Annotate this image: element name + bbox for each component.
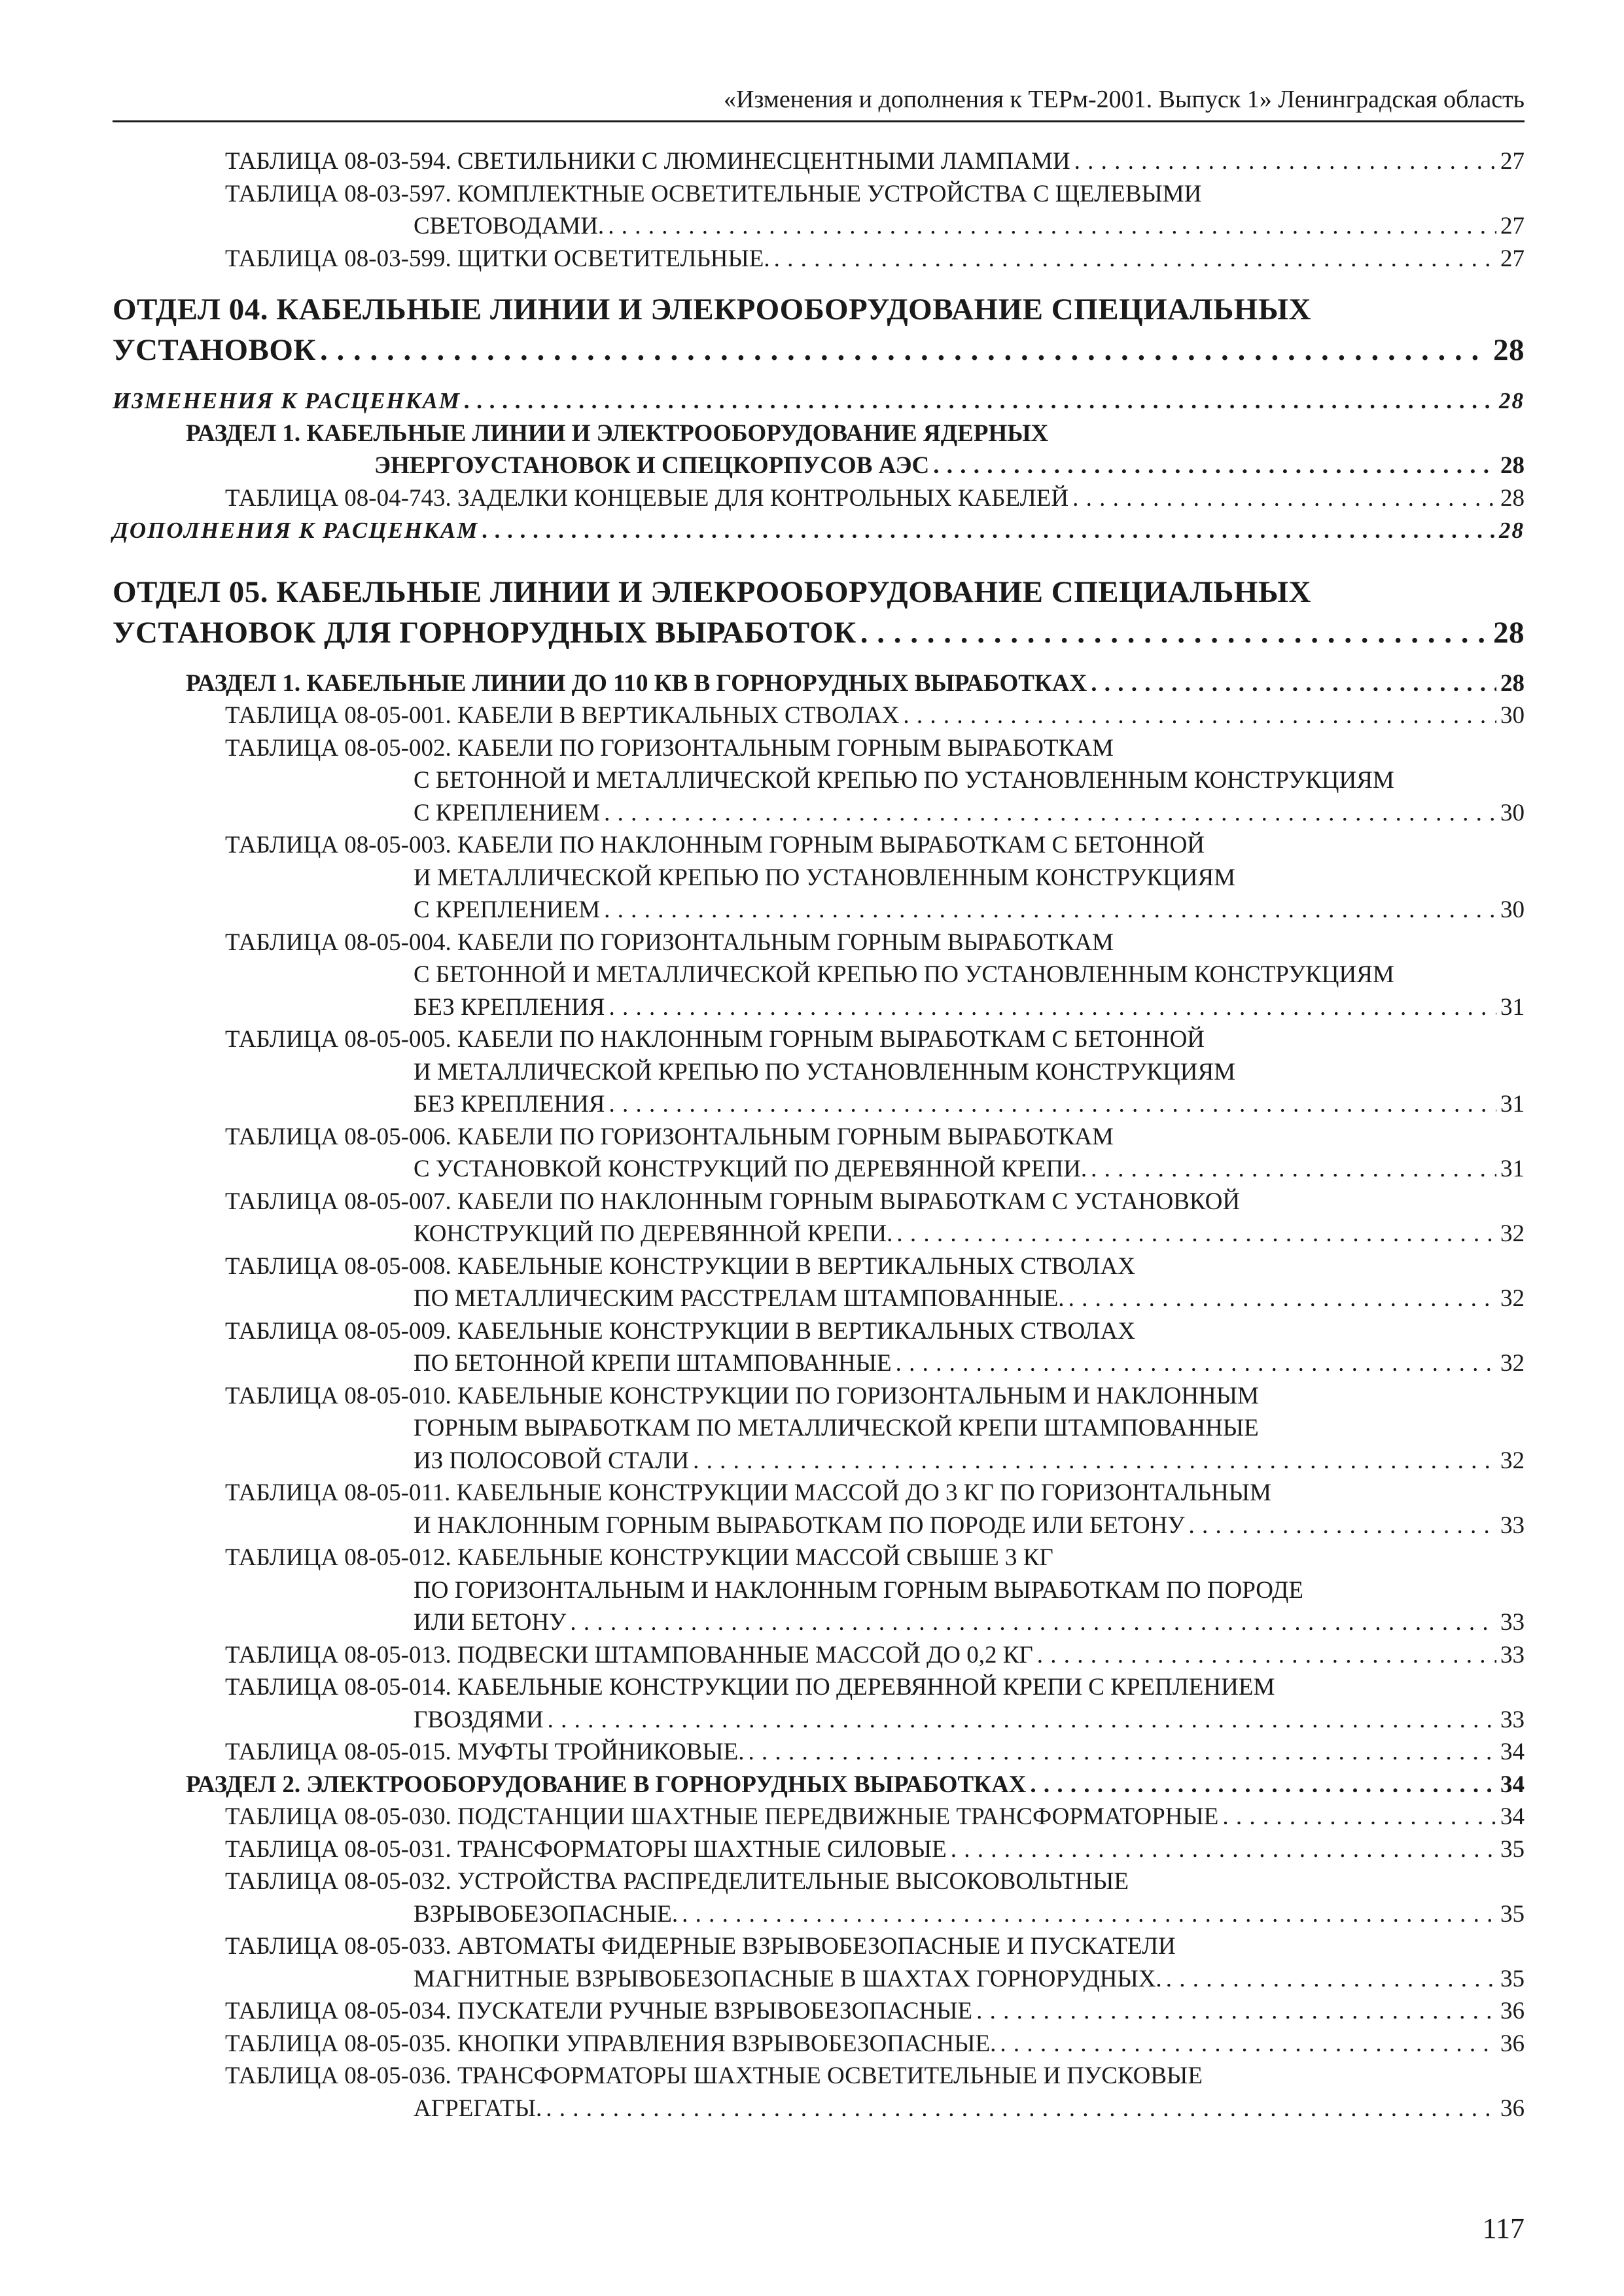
toc-page-number: 35 bbox=[1500, 1835, 1525, 1863]
toc-entry-last-line bbox=[225, 1995, 1525, 2028]
toc-page-number: 31 bbox=[1500, 1156, 1525, 1182]
toc-entry-title: ИЗ ПОЛОСОВОЙ СТАЛИ bbox=[414, 1447, 690, 1474]
toc-entry-line: ТАБЛИЦА 08-05-011. КАБЕЛЬНЫЕ КОНСТРУКЦИИ МАССОЙ ДО 3 КГ ПО ГОРИЗОНТАЛЬНЫМ bbox=[225, 1479, 1271, 1506]
toc-page-number: 30 bbox=[1500, 799, 1525, 826]
toc-page-number: 32 bbox=[1500, 1447, 1525, 1474]
toc-page-number: 27 bbox=[1500, 148, 1525, 175]
toc-entry-title: РАЗДЕЛ 1. КАБЕЛЬНЫЕ ЛИНИИ ДО 110 КВ В ГОРНОРУДНЫХ ВЫРАБОТКАХ bbox=[186, 669, 1087, 697]
toc-entry-last-line bbox=[225, 1736, 1525, 1769]
dot-leader bbox=[860, 612, 1489, 653]
toc-entry-line: ТАБЛИЦА 08-05-033. АВТОМАТЫ ФИДЕРНЫЕ ВЗРЫВОБЕЗОПАСНЫЕ И ПУСКАТЕЛИ bbox=[225, 1933, 1176, 1960]
toc-entry-title: ЭНЕРГОУСТАНОВОК И СПЕЦКОРПУСОВ АЭС bbox=[374, 452, 930, 479]
toc-entry-line: ТАБЛИЦА 08-05-008. КАБЕЛЬНЫЕ КОНСТРУКЦИИ В ВЕРТИКАЛЬНЫХ СТВОЛАХ bbox=[225, 1252, 1135, 1280]
dot-leader bbox=[604, 894, 1496, 927]
toc-entry-last-line bbox=[113, 514, 1525, 547]
toc-entry[interactable] bbox=[113, 1023, 1525, 1121]
toc-entry-title: С КРЕПЛЕНИЕМ bbox=[414, 896, 601, 923]
toc-entry-last-line bbox=[113, 330, 1525, 370]
toc-entry[interactable] bbox=[113, 1930, 1525, 1995]
toc-entry[interactable] bbox=[113, 1801, 1525, 1833]
dot-leader bbox=[609, 991, 1496, 1024]
toc-page-number: 28 bbox=[1499, 518, 1525, 543]
toc-entry-title: ТАБЛИЦА 08-05-015. МУФТЫ ТРОЙНИКОВЫЕ. bbox=[225, 1739, 745, 1765]
dot-leader bbox=[548, 1704, 1496, 1737]
dot-leader bbox=[608, 210, 1496, 243]
toc-entry-last-line bbox=[225, 145, 1525, 178]
toc-page-number: 30 bbox=[1500, 702, 1525, 729]
toc-page-number: 28 bbox=[1493, 333, 1525, 367]
toc-entry[interactable] bbox=[113, 243, 1525, 275]
toc-entry-title: ТАБЛИЦА 08-05-013. ПОДВЕСКИ ШТАМПОВАННЫЕ МАССОЙ ДО 0,2 КГ bbox=[225, 1641, 1033, 1669]
toc-additions-heading[interactable] bbox=[113, 514, 1525, 547]
toc-entry-title: ТАБЛИЦА 08-03-594. СВЕТИЛЬНИКИ С ЛЮМИНЕСЦЕНТНЫМИ ЛАМПАМИ bbox=[225, 148, 1070, 175]
dot-leader bbox=[570, 1606, 1496, 1639]
toc-entry-line: ТАБЛИЦА 08-05-009. КАБЕЛЬНЫЕ КОНСТРУКЦИИ В ВЕРТИКАЛЬНЫХ СТВОЛАХ bbox=[225, 1317, 1135, 1345]
toc-entry-title: БЕЗ КРЕПЛЕНИЯ bbox=[414, 993, 605, 1021]
toc-entry-title: С КРЕПЛЕНИЕМ bbox=[414, 799, 601, 826]
toc-entry-line: ОТДЕЛ 05. КАБЕЛЬНЫЕ ЛИНИИ И ЭЛЕКРООБОРУДОВАНИЕ СПЕЦИАЛЬНЫХ bbox=[113, 574, 1311, 609]
toc-entry-last-line bbox=[225, 1833, 1525, 1866]
toc-page-number: 28 bbox=[1500, 452, 1525, 479]
dot-leader bbox=[903, 699, 1496, 732]
toc-changes-heading[interactable] bbox=[113, 385, 1525, 417]
dot-leader bbox=[1030, 1769, 1496, 1801]
toc-page-number: 28 bbox=[1500, 484, 1525, 512]
toc-entry[interactable] bbox=[113, 829, 1525, 927]
toc-page-number: 34 bbox=[1500, 1803, 1525, 1830]
dot-leader bbox=[682, 1898, 1496, 1931]
toc-page-number: 35 bbox=[1500, 1965, 1525, 1992]
toc-entry-title: ТАБЛИЦА 08-05-030. ПОДСТАНЦИИ ШАХТНЫЕ ПЕРЕДВИЖНЫЕ ТРАНСФОРМАТОРНЫЕ bbox=[225, 1803, 1219, 1830]
toc-entry-line: ТАБЛИЦА 08-05-012. КАБЕЛЬНЫЕ КОНСТРУКЦИИ МАССОЙ СВЫШЕ 3 КГ bbox=[225, 1544, 1053, 1571]
toc-entry-last-line bbox=[186, 450, 1525, 482]
dot-leader bbox=[1166, 1963, 1496, 1996]
toc-entry-line: РАЗДЕЛ 1. КАБЕЛЬНЫЕ ЛИНИИ И ЭЛЕКТРООБОРУДОВАНИЕ ЯДЕРНЫХ bbox=[186, 419, 1049, 447]
dot-leader bbox=[1091, 1153, 1496, 1186]
dot-leader bbox=[465, 385, 1495, 417]
toc-entry[interactable] bbox=[113, 2060, 1525, 2125]
toc-page-number: 36 bbox=[1500, 2030, 1525, 2057]
dot-leader bbox=[1037, 1639, 1496, 1672]
toc-page-number: 27 bbox=[1500, 245, 1525, 272]
toc-entry-line: И МЕТАЛЛИЧЕСКОЙ КРЕПЬЮ ПО УСТАНОВЛЕННЫМ КОНСТРУКЦИЯМ bbox=[414, 1058, 1236, 1086]
toc-entry[interactable] bbox=[113, 1639, 1525, 1672]
toc-page-number: 32 bbox=[1500, 1350, 1525, 1377]
toc-entry-line: ТАБЛИЦА 08-05-002. КАБЕЛИ ПО ГОРИЗОНТАЛЬНЫМ ГОРНЫМ ВЫРАБОТКАМ bbox=[225, 734, 1114, 762]
dot-leader bbox=[1091, 667, 1496, 700]
dot-leader bbox=[1000, 2028, 1496, 2060]
dot-leader bbox=[1074, 145, 1496, 178]
toc-entry-last-line bbox=[225, 2028, 1525, 2060]
toc-entry-title: ДОПОЛНЕНИЯ К РАСЦЕНКАМ bbox=[113, 518, 479, 543]
dot-leader bbox=[896, 1218, 1496, 1250]
toc-entry-last-line bbox=[225, 991, 1525, 1024]
toc-page-number: 28 bbox=[1500, 669, 1525, 697]
toc-entry-last-line bbox=[225, 1510, 1525, 1542]
toc-page-number: 34 bbox=[1500, 1739, 1525, 1765]
toc-entry-title: СВЕТОВОДАМИ. bbox=[414, 213, 605, 239]
toc-entry-line: ТАБЛИЦА 08-05-014. КАБЕЛЬНЫЕ КОНСТРУКЦИИ ПО ДЕРЕВЯННОЙ КРЕПИ С КРЕПЛЕНИЕМ bbox=[225, 1674, 1275, 1701]
dot-leader bbox=[604, 797, 1496, 830]
toc-entry-last-line bbox=[186, 667, 1525, 700]
toc-entry[interactable] bbox=[113, 1315, 1525, 1380]
table-of-contents bbox=[113, 145, 1525, 2125]
running-title: «Изменения и дополнения к ТЕРм-2001. Выпуск 1» Ленинградская область bbox=[723, 86, 1525, 113]
dot-leader bbox=[1072, 482, 1496, 515]
toc-page-number: 33 bbox=[1500, 1511, 1525, 1539]
running-header bbox=[113, 84, 1525, 122]
toc-entry-last-line bbox=[225, 1153, 1525, 1186]
toc-entry-last-line bbox=[225, 1704, 1525, 1737]
toc-entry[interactable] bbox=[113, 1865, 1525, 1930]
toc-entry-title: ТАБЛИЦА 08-05-001. КАБЕЛИ В ВЕРТИКАЛЬНЫХ СТВОЛАХ bbox=[225, 702, 900, 729]
toc-page-number: 33 bbox=[1500, 1609, 1525, 1636]
toc-page-number: 36 bbox=[1500, 2094, 1525, 2122]
toc-entry-last-line bbox=[225, 1218, 1525, 1250]
toc-entry-last-line bbox=[225, 894, 1525, 927]
toc-entry-last-line bbox=[225, 243, 1525, 275]
toc-entry-title: АГРЕГАТЫ. bbox=[414, 2094, 542, 2122]
toc-page-number: 31 bbox=[1500, 1091, 1525, 1118]
toc-entry-title: ИЗМЕНЕНИЯ К РАСЦЕНКАМ bbox=[113, 388, 461, 414]
toc-entry-last-line bbox=[225, 2093, 1525, 2125]
toc-entry[interactable] bbox=[113, 1736, 1525, 1769]
toc-page-number: 33 bbox=[1500, 1641, 1525, 1669]
dot-leader bbox=[1222, 1801, 1496, 1833]
toc-entry-title: ТАБЛИЦА 08-03-599. ЩИТКИ ОСВЕТИТЕЛЬНЫЕ. bbox=[225, 245, 770, 272]
toc-section-heading[interactable] bbox=[113, 667, 1525, 700]
dot-leader bbox=[1068, 1282, 1496, 1315]
toc-entry[interactable] bbox=[113, 699, 1525, 732]
toc-page-number: 32 bbox=[1500, 1220, 1525, 1247]
toc-entry[interactable] bbox=[113, 482, 1525, 515]
toc-entry-last-line bbox=[225, 1898, 1525, 1931]
dot-leader bbox=[1189, 1510, 1496, 1542]
dot-leader bbox=[609, 1088, 1496, 1121]
dot-leader bbox=[482, 514, 1495, 547]
toc-entry-title: И НАКЛОННЫМ ГОРНЫМ ВЫРАБОТКАМ ПО ПОРОДЕ ИЛИ БЕТОНУ bbox=[414, 1511, 1185, 1539]
toc-entry-title: С УСТАНОВКОЙ КОНСТРУКЦИЙ ПО ДЕРЕВЯННОЙ КРЕПИ. bbox=[414, 1156, 1087, 1182]
toc-entry-line: ТАБЛИЦА 08-05-004. КАБЕЛИ ПО ГОРИЗОНТАЛЬНЫМ ГОРНЫМ ВЫРАБОТКАМ bbox=[225, 928, 1114, 956]
dot-leader bbox=[546, 2093, 1496, 2125]
toc-entry-last-line bbox=[225, 1445, 1525, 1477]
toc-entry[interactable] bbox=[113, 1671, 1525, 1736]
toc-entry-title: МАГНИТНЫЕ ВЗРЫВОБЕЗОПАСНЫЕ В ШАХТАХ ГОРНОРУДНЫХ. bbox=[414, 1965, 1162, 1992]
toc-entry[interactable] bbox=[113, 1121, 1525, 1186]
dot-leader bbox=[693, 1445, 1496, 1477]
toc-entry-last-line bbox=[113, 385, 1525, 417]
toc-page-number: 33 bbox=[1500, 1706, 1525, 1733]
toc-entry-last-line bbox=[186, 1769, 1525, 1801]
toc-entry-line: С БЕТОННОЙ И МЕТАЛЛИЧЕСКОЙ КРЕПЬЮ ПО УСТАНОВЛЕННЫМ КОНСТРУКЦИЯМ bbox=[414, 961, 1394, 988]
toc-entry-title: УСТАНОВОК bbox=[113, 333, 316, 367]
toc-entry-last-line bbox=[225, 482, 1525, 515]
toc-entry-line: ТАБЛИЦА 08-05-036. ТРАНСФОРМАТОРЫ ШАХТНЫЕ ОСВЕТИТЕЛЬНЫЕ И ПУСКОВЫЕ bbox=[225, 2062, 1203, 2089]
toc-entry-title: ПО МЕТАЛЛИЧЕСКИМ РАССТРЕЛАМ ШТАМПОВАННЫЕ. bbox=[414, 1285, 1065, 1312]
toc-entry-title: ТАБЛИЦА 08-05-035. КНОПКИ УПРАВЛЕНИЯ ВЗРЫВОБЕЗОПАСНЫЕ. bbox=[225, 2030, 997, 2057]
toc-entry-line: ГОРНЫМ ВЫРАБОТКАМ ПО МЕТАЛЛИЧЕСКОЙ КРЕПИ ШТАМПОВАННЫЕ bbox=[414, 1415, 1259, 1441]
toc-entry-line: ТАБЛИЦА 08-05-003. КАБЕЛИ ПО НАКЛОННЫМ ГОРНЫМ ВЫРАБОТКАМ С БЕТОННОЙ bbox=[225, 832, 1205, 858]
toc-page-number: 27 bbox=[1500, 213, 1525, 239]
toc-entry-title: ГВОЗДЯМИ bbox=[414, 1706, 544, 1733]
toc-entry[interactable] bbox=[113, 2028, 1525, 2060]
toc-page-number: 28 bbox=[1493, 615, 1525, 650]
toc-entry[interactable] bbox=[113, 1186, 1525, 1250]
dot-leader bbox=[976, 1995, 1496, 2028]
toc-entry-title: РАЗДЕЛ 2. ЭЛЕКТРООБОРУДОВАНИЕ В ГОРНОРУДНЫХ ВЫРАБОТКАХ bbox=[186, 1771, 1027, 1798]
toc-entry-title: ТАБЛИЦА 08-05-031. ТРАНСФОРМАТОРЫ ШАХТНЫЕ СИЛОВЫЕ bbox=[225, 1835, 947, 1863]
toc-entry[interactable] bbox=[113, 927, 1525, 1024]
toc-entry-line: ТАБЛИЦА 08-05-005. КАБЕЛИ ПО НАКЛОННЫМ ГОРНЫМ ВЫРАБОТКАМ С БЕТОННОЙ bbox=[225, 1026, 1205, 1053]
toc-entry-last-line bbox=[225, 699, 1525, 732]
toc-page-number: 34 bbox=[1500, 1771, 1525, 1798]
toc-page-number: 36 bbox=[1500, 1998, 1525, 2024]
toc-page-number: 30 bbox=[1500, 896, 1525, 923]
toc-entry-line: И МЕТАЛЛИЧЕСКОЙ КРЕПЬЮ ПО УСТАНОВЛЕННЫМ КОНСТРУКЦИЯМ bbox=[414, 864, 1236, 891]
toc-page-number: 31 bbox=[1500, 993, 1525, 1021]
dot-leader bbox=[320, 330, 1489, 370]
toc-entry-last-line bbox=[225, 210, 1525, 243]
toc-entry-last-line bbox=[225, 1963, 1525, 1996]
toc-entry[interactable] bbox=[113, 178, 1525, 243]
toc-entry[interactable] bbox=[113, 1380, 1525, 1477]
toc-entry-line: ОТДЕЛ 04. КАБЕЛЬНЫЕ ЛИНИИ И ЭЛЕКРООБОРУДОВАНИЕ СПЕЦИАЛЬНЫХ bbox=[113, 292, 1311, 327]
toc-entry-last-line bbox=[225, 1606, 1525, 1639]
toc-entry[interactable] bbox=[113, 145, 1525, 178]
toc-entry-line: ТАБЛИЦА 08-05-010. КАБЕЛЬНЫЕ КОНСТРУКЦИИ ПО ГОРИЗОНТАЛЬНЫМ И НАКЛОННЫМ bbox=[225, 1382, 1259, 1409]
toc-entry-title: ПО БЕТОННОЙ КРЕПИ ШТАМПОВАННЫЕ bbox=[414, 1350, 892, 1377]
toc-entry-last-line bbox=[225, 1801, 1525, 1833]
dot-leader bbox=[774, 243, 1496, 275]
dot-leader bbox=[896, 1347, 1496, 1380]
toc-entry-line: С БЕТОННОЙ И МЕТАЛЛИЧЕСКОЙ КРЕПЬЮ ПО УСТАНОВЛЕННЫМ КОНСТРУКЦИЯМ bbox=[414, 767, 1394, 794]
toc-entry-last-line bbox=[225, 1347, 1525, 1380]
toc-entry-line: ТАБЛИЦА 08-03-597. КОМПЛЕКТНЫЕ ОСВЕТИТЕЛЬНЫЕ УСТРОЙСТВА С ЩЕЛЕВЫМИ bbox=[225, 180, 1202, 207]
toc-entry[interactable] bbox=[113, 1477, 1525, 1542]
toc-department-heading[interactable] bbox=[113, 289, 1525, 370]
page-number: 117 bbox=[1482, 2212, 1525, 2244]
toc-entry-title: ТАБЛИЦА 08-05-034. ПУСКАТЕЛИ РУЧНЫЕ ВЗРЫВОБЕЗОПАСНЫЕ bbox=[225, 1998, 973, 2024]
toc-entry-last-line bbox=[225, 797, 1525, 830]
toc-entry-last-line bbox=[225, 1282, 1525, 1315]
toc-department-heading[interactable] bbox=[113, 572, 1525, 653]
toc-page-number: 28 bbox=[1499, 388, 1525, 414]
toc-entry-title: УСТАНОВОК ДЛЯ ГОРНОРУДНЫХ ВЫРАБОТОК bbox=[113, 615, 856, 650]
toc-section-heading[interactable] bbox=[113, 1769, 1525, 1801]
toc-entry[interactable] bbox=[113, 1995, 1525, 2028]
dot-leader bbox=[933, 450, 1496, 482]
toc-entry-last-line bbox=[225, 1639, 1525, 1672]
toc-entry[interactable] bbox=[113, 1833, 1525, 1866]
toc-entry-title: ИЛИ БЕТОНУ bbox=[414, 1609, 567, 1636]
toc-entry[interactable] bbox=[113, 1250, 1525, 1315]
toc-page-number: 35 bbox=[1500, 1900, 1525, 1928]
toc-section-heading[interactable] bbox=[113, 417, 1525, 482]
toc-entry-last-line bbox=[225, 1088, 1525, 1121]
toc-entry-title: ВЗРЫВОБЕЗОПАСНЫЕ. bbox=[414, 1900, 679, 1928]
toc-entry-line: ТАБЛИЦА 08-05-006. КАБЕЛИ ПО ГОРИЗОНТАЛЬНЫМ ГОРНЫМ ВЫРАБОТКАМ bbox=[225, 1123, 1114, 1150]
toc-entry-title: ТАБЛИЦА 08-04-743. ЗАДЕЛКИ КОНЦЕВЫЕ ДЛЯ КОНТРОЛЬНЫХ КАБЕЛЕЙ bbox=[225, 484, 1069, 512]
toc-entry-line: ТАБЛИЦА 08-05-007. КАБЕЛИ ПО НАКЛОННЫМ ГОРНЫМ ВЫРАБОТКАМ С УСТАНОВКОЙ bbox=[225, 1188, 1241, 1215]
toc-page-number: 32 bbox=[1500, 1285, 1525, 1312]
toc-entry[interactable] bbox=[113, 1542, 1525, 1639]
toc-entry-title: КОНСТРУКЦИЙ ПО ДЕРЕВЯННОЙ КРЕПИ. bbox=[414, 1220, 893, 1247]
toc-entry-last-line bbox=[113, 612, 1525, 653]
toc-entry-line: ТАБЛИЦА 08-05-032. УСТРОЙСТВА РАСПРЕДЕЛИТЕЛЬНЫЕ ВЫСОКОВОЛЬТНЫЕ bbox=[225, 1868, 1129, 1895]
dot-leader bbox=[749, 1736, 1496, 1769]
toc-entry[interactable] bbox=[113, 732, 1525, 830]
toc-entry-title: БЕЗ КРЕПЛЕНИЯ bbox=[414, 1091, 605, 1118]
toc-entry-line: ПО ГОРИЗОНТАЛЬНЫМ И НАКЛОННЫМ ГОРНЫМ ВЫРАБОТКАМ ПО ПОРОДЕ bbox=[414, 1576, 1304, 1604]
dot-leader bbox=[951, 1833, 1496, 1866]
